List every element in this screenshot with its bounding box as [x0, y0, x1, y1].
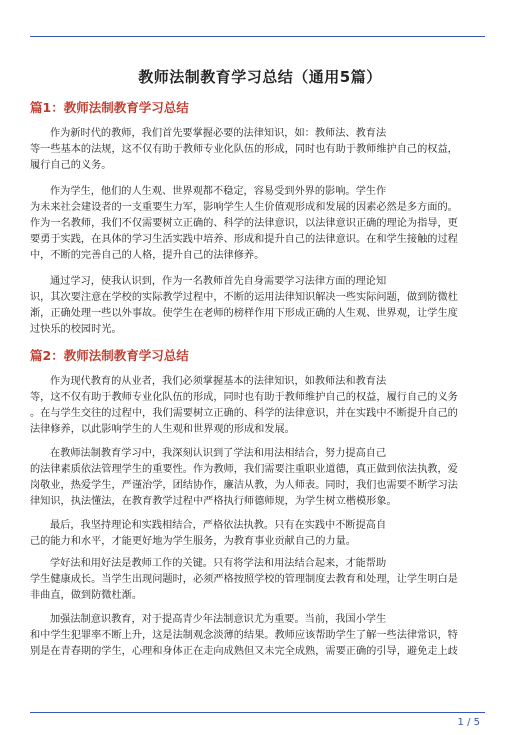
- section-1-paragraph-3: [30, 274, 486, 338]
- text-line: 作为新时代的教师，我们首先要掌握必要的法律知识，如：教师法、教育法: [50, 128, 387, 139]
- text-line: 。在与学生交往的过程中，我们需要树立正确的、科学的法律意识，并在实践中不断提升自己的: [30, 408, 458, 419]
- text-line: 岗敬业，热爱学生，严谨治学，团结协作，廉洁从教，为人师表。同时，我们也需要不断学习法: [30, 480, 458, 491]
- text-line: 己的能力和水平，才能更好地为学生服务，为教育事业贡献自己的力量。: [30, 536, 356, 547]
- section-2-paragraph-3: [30, 518, 486, 550]
- text-line: 渐，正确处理一些以外事故。使学生在老师的榜样作用下形成正确的人生观、世界观，让学生度: [30, 308, 458, 319]
- text-line: 过快乐的校园时光。: [30, 324, 122, 335]
- text-line: 的法律素质依法管理学生的重要性。作为教师，我们需要注重职业道德，真正做到依法执教，爱: [30, 464, 458, 475]
- section-2-paragraph-1: [30, 374, 486, 438]
- text-line: 学好法和用好法是教师工作的关键。只有将学法和用法结合起来，才能帮助: [50, 558, 387, 569]
- section-2-paragraph-4: [30, 556, 486, 604]
- text-line: 非曲直，做到防微杜渐。: [30, 590, 143, 601]
- text-line: 履行自己的义务。: [30, 160, 112, 171]
- bottom-rule: [30, 712, 485, 713]
- text-line: 作为现代教育的从业者，我们必须掌握基本的法律知识，如教师法和教育法: [50, 376, 387, 387]
- top-rule: [30, 36, 485, 37]
- text-line: 为未来社会建设者的一支重要生力军，影响学生人生价值观形成和发展的因素必然是多方面的。: [30, 202, 458, 213]
- text-line: 中，不断的完善自己的人格，提升自己的法律修养。: [30, 250, 265, 261]
- section-1-paragraph-1: [30, 126, 486, 174]
- text-line: 最后，我坚持理论和实践相结合，严格依法执教。只有在实践中不断提高自: [50, 520, 387, 531]
- text-line: 作为学生，他们的人生观、世界观都不稳定，容易受到外界的影响。学生作: [50, 186, 387, 197]
- text-line: 学生健康成长。当学生出现问题时，必须严格按照学校的管理制度去教育和处理，让学生明白是: [30, 574, 458, 585]
- section-heading-1: 篇1：教师法制教育学习总结: [30, 100, 189, 115]
- text-line: 法律修养，以此影响学生的人生观和世界观的形成和发展。: [30, 424, 295, 435]
- page-indicator: 1 / 5: [457, 717, 480, 728]
- text-line: 等一些基本的法规，这不仅有助于教师专业化队伍的形成，同时也有助于教师维护自己的权益，: [30, 144, 458, 155]
- text-line: 别是在青春期的学生，心理和身体正在走向成熟但又未完全成熟，需要正确的引导，避免走上歧: [30, 646, 458, 657]
- section-2-paragraph-5: [30, 612, 486, 660]
- text-line: 律知识，执法懂法，在教育教学过程中严格执行师德师规，为学生树立楷模形象。: [30, 496, 397, 507]
- text-line: 作为一名教师，我们不仅需要树立正确的、科学的法律意识，以法律意识正确的理论为指导，更: [30, 218, 458, 229]
- text-line: 等，这不仅有助于教师专业化队伍的形成，同时也有助于教师维护自己的权益，履行自己的义务: [30, 392, 458, 403]
- text-line: 要勇于实践，在具体的学习生活实践中培养、形成和提升自己的法律意识。在和学生接触的过程: [30, 234, 458, 245]
- text-line: 和中学生犯罪率不断上升，这是法制观念淡薄的结果。教师应该帮助学生了解一些法律常识，特: [30, 630, 458, 641]
- text-line: 识，其次要注意在学校的实际教学过程中，不断的运用法律知识解决一些实际问题，做到防微杜: [30, 292, 458, 303]
- section-1-paragraph-2: [30, 184, 486, 264]
- document-title: 教师法制教育学习总结（通用5篇）: [138, 68, 382, 86]
- text-line: 加强法制意识教育，对于提高青少年法制意识尤为重要。当前，我国小学生: [50, 614, 387, 625]
- section-heading-2: 篇2：教师法制教育学习总结: [30, 348, 189, 363]
- text-line: 通过学习，使我认识到，作为一名教师首先自身需要学习法律方面的理论知: [50, 276, 387, 287]
- text-line: 在教师法制教育学习中，我深刻认识到了学法和用法相结合，努力提高自己: [50, 448, 387, 459]
- section-2-paragraph-2: [30, 446, 486, 510]
